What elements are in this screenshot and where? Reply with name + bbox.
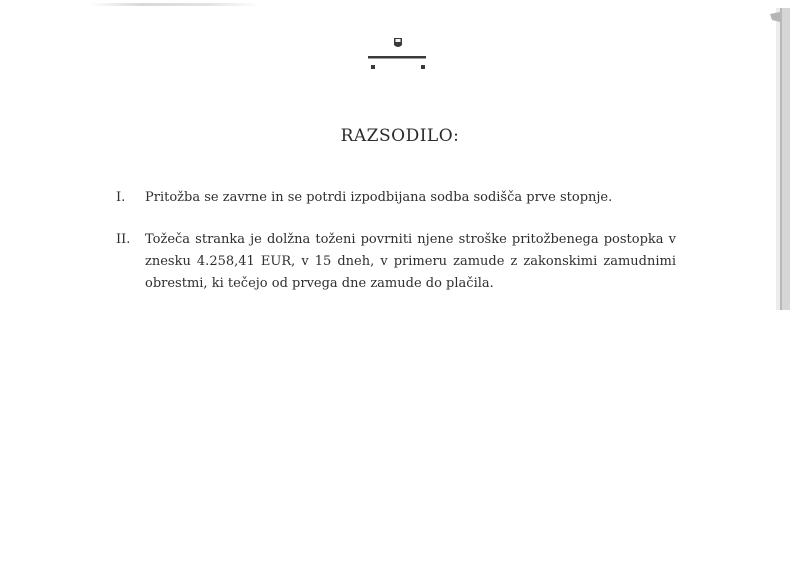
item-text-line: Tožeča stranka je dolžna toženi povrniti njene stroške pritožbenega postopka v [145,232,676,247]
ruling-item-2 [116,229,676,295]
scan-smudge [90,3,260,6]
item-text [145,229,676,295]
ruling-heading: RAZSODILO: [340,126,460,146]
item-text-line: Pritožba se zavrne in se potrdi izpodbijana sodba sodišča prve stopnje. [145,190,613,205]
item-text [145,187,676,209]
item-text-line: obrestmi, ki tečejo od prvega dne zamude do plačila. [145,276,494,291]
ruling-item-1 [116,187,676,209]
coat-of-arms-icon [366,36,430,72]
page-edge-shadow [770,8,790,310]
item-number: II. [116,232,131,247]
item-number: I. [116,190,126,205]
item-text-line: znesku 4.258,41 EUR, v 15 dneh, v primeru zamude z zakonskimi zamudnimi [145,254,676,269]
